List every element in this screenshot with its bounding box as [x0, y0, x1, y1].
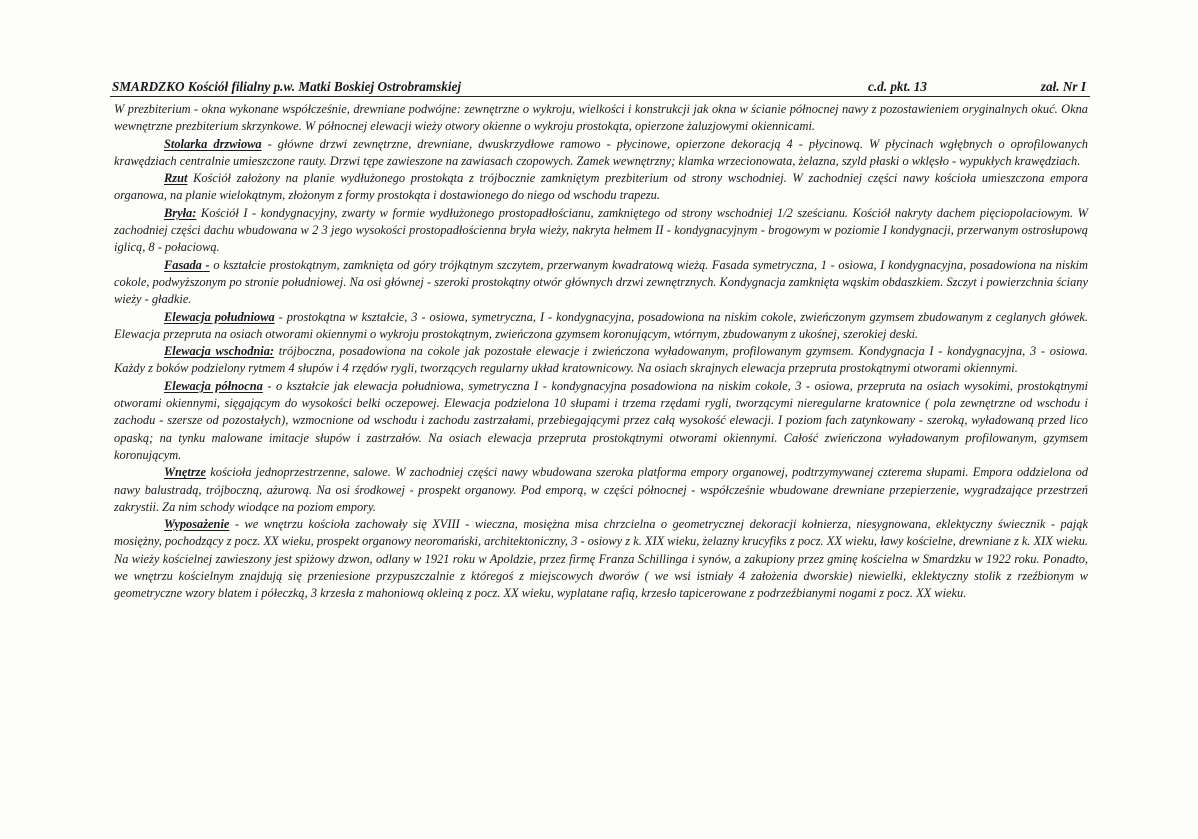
section-keyword: Elewacja wschodnia:: [164, 344, 275, 359]
paragraph-text: - prostokątna w kształcie, 3 - osiowa, symetryczna, I - kondygnacyjna, posadowiona na niskim cokole, zwieńczonym gzymsem zbudowanym z ceglanych główek. Elewacja przepruta na osiach otworami okiennymi o wykroju prostokątnym, zwieńczona gzymsem koronującym, wtórnym, zbudowanym z ukośnej, szerokiej deski.: [114, 309, 1089, 341]
paragraph-stolarka-drzwiowa: [114, 136, 1088, 171]
paragraph-fasada: [114, 257, 1088, 309]
paragraph-text: - o kształcie jak elewacja południowa, symetryczna I - kondygnacyjna posadowiona na niskim cokole, 3 - osiowa, przepruta na osiach wysokimi, prostokątnymi otworami okiennymi, sięgającym do wysokości belki oczepowej. Elewacja podzielona 10 słupami i trzema rzędami rygli, tworzącymi nieregularne kratownice ( pola zewnętrzne od wschodu i zachodu - szersze od pozostałych), wzmocnione od wschodu i zachodu zastrzałami, przebiegającymi przez całą wysokość elewacji. I poziom fach zatynkowany - szeroką, wyładowaną przed lico opaską; na tynku malowane imitacje słupów i zastrzałów. Na osiach elewacja przepruta prostokątnymi otworami okiennymi. Całość zwieńczona wyładowanym profilowanym, gzymsem koronującym.: [114, 378, 1088, 462]
paragraph-text: o kształcie prostokątnym, zamknięta od góry trójkątnym szczytem, przerwanym kwadratową wieżą. Fasada symetryczna, 1 - osiowa, I kondygnacyjna, posadowiona na niskim cokole, podwyższonym po stronie południowej. Na osi głównej - szeroki prostokątny otwór głównych drzwi zewnętrznych. Kondygnacja zamknięta wąskim obdaszkiem. Szczyt i powierzchnia ściany wieży - gładkie.: [114, 257, 1089, 307]
paragraph-elewacja-poludniowa: [114, 309, 1088, 344]
header-attachment-number: zał. Nr I: [1040, 79, 1086, 94]
paragraph-text: - we wnętrzu kościoła zachowały się XVIII - wieczna, mosiężna misa chrzcielna o geometrycznej dekoracji kołnierza, niesygnowana, eklektyczny świecznik - pająk mosiężny, pochodzący z pocz. XX wieku, prospekt organowy neoromański, architektoniczny, 3 - osiowy z k. XIX wieku, żelazny krucyfiks z pocz. XX wieku, ławy kościelne, drewniane z k. XIX wieku. Na wieży kościelnej zawieszony jest spiżowy dzwon, odlany w 1921 roku w Apoldzie, przez firmę Franza Schillinga i synów, a zakupiony przez gminę kościelna w Smardzku w 1922 roku. Ponadto, we wnętrzu kościelnym znajdują się przeniesione przypuszczalnie z któregoś z miejscowych dworów ( we wsi istniały 4 założenia dworskie) niewielki, eklektyczny stolik z rzeźbionym w geometryczne wzory blatem i półeczką, 3 krzesła z mahoniową okleiną z pocz. XX wieku, wyplatane rafią, krzesło tapicerowane z podrzeźbianymi nogami z pocz. XX wieku.: [114, 517, 1088, 601]
paragraph-elewacja-wschodnia: [114, 343, 1088, 378]
paragraph-bryla: [114, 205, 1088, 257]
paragraph-text: W prezbiterium - okna wykonane współcześnie, drewniane podwójne: zewnętrzne o wykroju, wielkości i konstrukcji jak okna w ścianie północnej nawy z pozostawieniem oryginalnych okuć. Okna wewnętrzne prezbiterium skrzynkowe. W północnej elewacji wieży otwory okienne o wykroju prostokąta, opierzone żaluzjowymi okiennicami.: [114, 102, 1088, 134]
section-keyword: Elewacja północna: [164, 378, 263, 393]
section-keyword: Bryła:: [164, 205, 197, 220]
section-keyword: Wnętrze: [164, 465, 206, 480]
document-body: [114, 101, 1088, 603]
paragraph-text: Kościół założony na planie wydłużonego prostokąta z trójbocznie zamkniętym prezbiterium od strony wschodniej. W zachodniej części nawy kościoła umieszczona empora organowa, na planie wielokątnym, złożonym z formy prostokąta i dostawionego do niego od wschodu trapezu.: [114, 171, 1088, 203]
section-keyword: Wyposażenie: [164, 517, 230, 532]
paragraph-text: - główne drzwi zewnętrzne, drewniane, dwuskrzydłowe ramowo - płycinowe, opierzone dekoracją 4 - płycinową. W płycinach wgłębnych o oprofilowanych krawędziach centralnie umieszczone rauty. Drzwi tępe zawieszone na zawiasach czopowych. Zamek wewnętrzny; klamka wrzecionowata, żelazna, szyld płaski o wklęsło - wypukłych krawędziach.: [114, 136, 1088, 168]
paragraph-text: kościoła jednoprzestrzenne, salowe. W zachodniej części nawy wbudowana szeroka platforma empory organowej, podtrzymywanej czterema słupami. Empora oddzielona od nawy balustradą, trójboczną, ażurową. Na osi środkowej - prospekt organowy. Pod emporą, w części północnej - współcześnie wbudowane drewniane przepierzenie, wygradzające przestrzeń zakrystii. Za nim schody wiodące na poziom empory.: [114, 465, 1088, 514]
paragraph-wyposazenie: [114, 516, 1088, 602]
section-keyword: Rzut: [164, 171, 188, 186]
paragraph-text: Kościół I - kondygnacyjny, zwarty w formie wydłużonego prostopadłościanu, zamkniętego od strony wschodniej 1/2 sześcianu. Kościół nakryty dachem pięciopolaciowym. W zachodniej części dachu wbudowana w 2 3 jego wysokości prostopadłościenna bryła wieży, nakryta hełmem II - kondygnacyjnym - brogowym w poziomie I kondygnacji, przerwanym ostrosłupową iglicą, 8 - połaciową.: [114, 205, 1088, 255]
paragraph-rzut: [114, 170, 1088, 205]
paragraph-text: trójboczna, posadowiona na cokole jak pozostałe elewacje i zwieńczona wyładowanym, profilowanym gzymsem. Kondygnacja I - kondygnacyjna, 3 - osiowa. Każdy z boków podzielony rytmem 4 słupów i 4 rzędów rygli, tworzących regularny układ kratownicowy. Na osiach skrajnych elewacja przepruta prostokątnymi otworami okiennymi.: [114, 344, 1088, 376]
header-title: SMARDZKO Kościół filialny p.w. Matki Boskiej Ostrobramskiej: [112, 79, 462, 94]
section-keyword: Stolarka drzwiowa: [164, 136, 262, 151]
section-keyword: Elewacja południowa: [164, 309, 275, 324]
section-keyword: Fasada -: [164, 257, 210, 272]
header-section-ref: c.d. pkt. 13: [868, 79, 927, 94]
paragraph-elewacja-polnocna: [114, 378, 1088, 464]
paragraph-prezbiterium-windows: [114, 101, 1088, 136]
paragraph-wnetrze: [114, 464, 1088, 516]
page-header: [110, 76, 1090, 97]
